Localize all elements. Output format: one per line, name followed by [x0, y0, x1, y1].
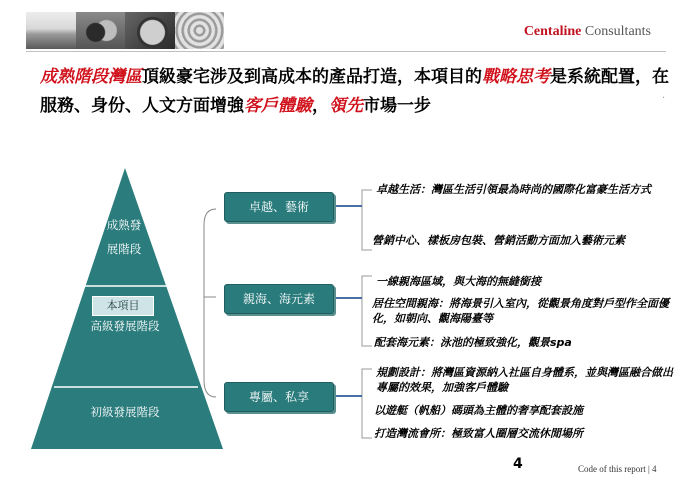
decorative-dot: .: [662, 90, 666, 101]
bullet-1-2: 營銷中心、樣板房包裝、營銷活動方面加入藝術元素: [372, 234, 625, 247]
bullet-3-2: 以遊艇（帆船）碼頭為主體的奢享配套設施: [374, 404, 583, 417]
bracket-3: [362, 369, 372, 438]
project-chip: 本項目: [92, 296, 154, 316]
bullet-2-3: 配套海元素：泳池的極致強化，觀景spa: [374, 336, 572, 349]
page-headline: 成熟階段灣區頂級豪宅涉及到高成本的產品打造，本項目的戰略思考是系統配置，在服務、身份、人文方面增強客戶體驗，領先市場一步: [40, 67, 669, 116]
bullet-2-1: 一線親海區域，與大海的無縫銜接: [376, 275, 541, 288]
brand-logo: Centaline Consultants: [523, 24, 651, 39]
bullet-3-1: 規劃設計：將灣區資源納入社區自身體系，並與灣區融合做出專屬的效果，加強客戶體驗: [376, 366, 673, 394]
tier-top-label: 成熟發 展階段: [106, 218, 142, 256]
node-sea-elements: 親海、海元素: [224, 284, 334, 314]
tier-middle-label: 高級發展階段: [90, 319, 160, 333]
bracket-1: [362, 190, 372, 250]
bracket-2: [362, 276, 372, 346]
footer-report-code: Code of this report | 4: [578, 464, 657, 474]
bullet-3-3: 打造灣流會所：極致富人圈層交流休閒場所: [374, 427, 583, 440]
tier-bottom-label: 初級發展階段: [90, 405, 160, 419]
node-exclusive-private: 專屬、私享: [224, 382, 334, 412]
bullet-1-1: 卓越生活：灣區生活引領最為時尚的國際化富豪生活方式: [376, 183, 651, 196]
page-number: 4: [513, 456, 523, 472]
node-excellence-art: 卓越、藝術: [224, 192, 334, 222]
bullet-2-2: 居住空間親海：將海景引入室內，從觀景角度對戶型作全面優化，如朝向、觀海陽臺等: [372, 297, 669, 325]
brace-connector: [204, 209, 216, 397]
